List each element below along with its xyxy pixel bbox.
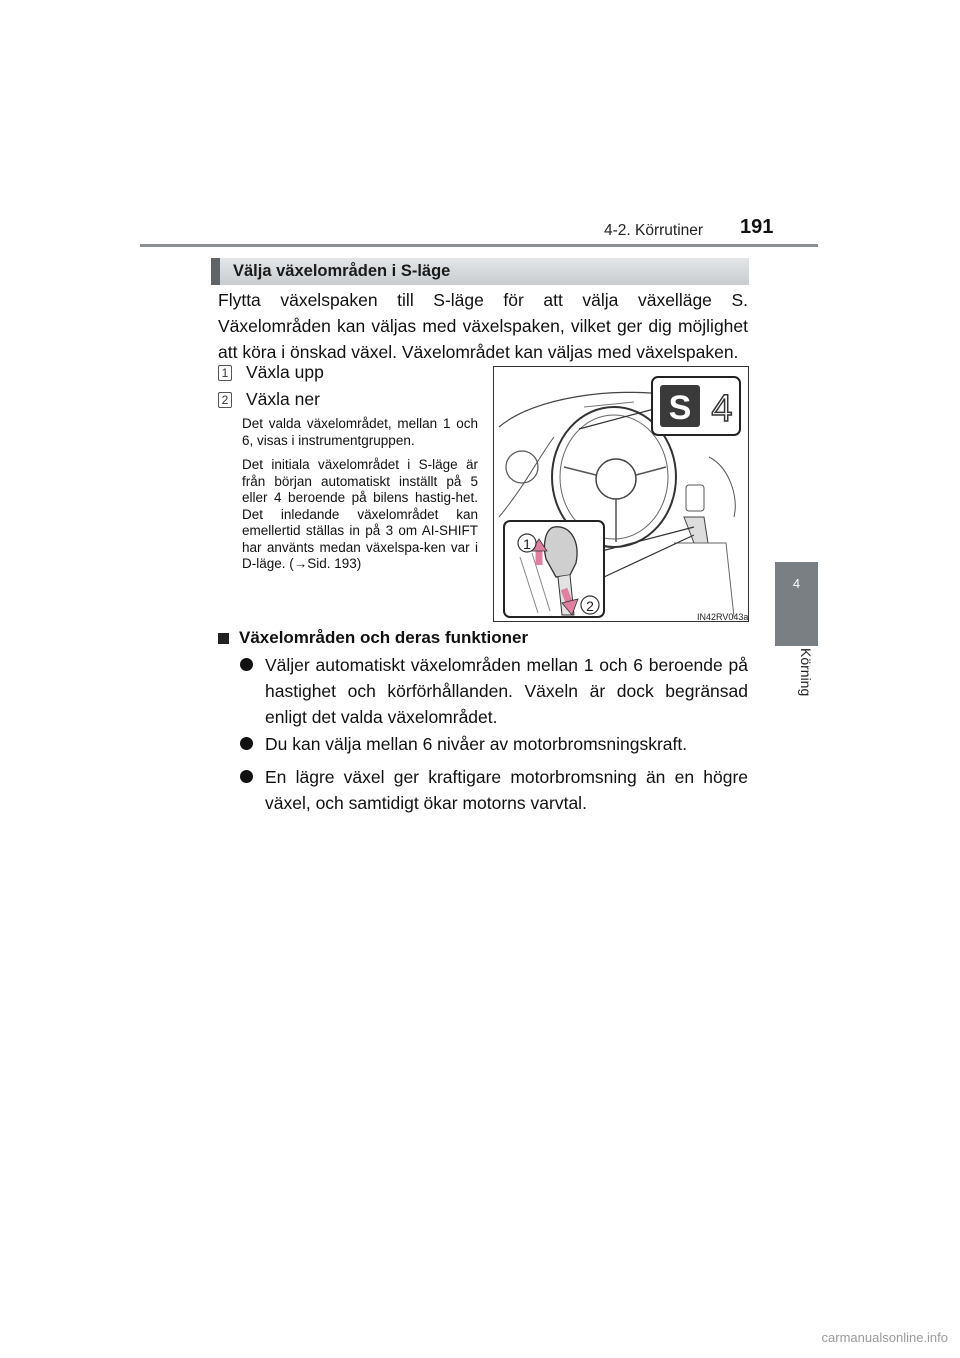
header-rule xyxy=(140,244,818,247)
figure-code: IN42RV043a xyxy=(697,612,749,622)
callout-1: 1 xyxy=(523,536,531,552)
number-badge: 1 xyxy=(218,365,232,381)
illustration-drawing xyxy=(494,367,748,621)
watermark: carmanualsonline.info xyxy=(821,1330,948,1345)
bullet-item xyxy=(240,652,748,730)
chapter-tab xyxy=(775,562,818,646)
page-number: 191 xyxy=(740,216,774,238)
bullet-text: Väljer automatiskt växelområden mellan 1 och 6 beroende på hastighet och körförhållanden. Växeln är dock begränsad enligt det valda växelområdet. xyxy=(265,655,748,727)
chapter-number: 4 xyxy=(792,576,801,591)
bullet-dot-icon xyxy=(240,737,253,750)
subsection-heading xyxy=(218,628,528,648)
bullet-item xyxy=(240,731,748,757)
numbered-item-label: Växla ner xyxy=(246,389,320,409)
bullet-text: Du kan välja mellan 6 nivåer av motorbromsningskraft. xyxy=(265,734,688,754)
bullet-item xyxy=(240,764,748,816)
intro-paragraph: Flytta växelspaken till S-läge för att välja växelläge S. Växelområden kan väljas med växelspaken, vilket ger dig möjlighet att köra i önskad växel. Växelområdet kan väljas med växelspaken. xyxy=(218,290,748,362)
numbered-item-label: Växla upp xyxy=(246,362,324,382)
note-text: Det valda växelområdet, mellan 1 och 6, visas i instrumentgruppen. xyxy=(242,416,478,448)
section-title: Välja växelområden i S-läge xyxy=(233,262,451,280)
chapter-label: Körning xyxy=(798,648,814,697)
numbered-item xyxy=(218,362,324,383)
numbered-item xyxy=(218,389,320,410)
section-title-marker xyxy=(211,258,220,285)
bullet-dot-icon xyxy=(240,658,253,671)
display-letter: S xyxy=(668,389,692,427)
subsection-title: Växelområden och deras funktioner xyxy=(239,628,529,647)
running-header-section: 4-2. Körrutiner xyxy=(604,222,704,239)
section-title-bar xyxy=(211,258,749,285)
display-number: 4 xyxy=(711,388,733,430)
bullet-text: En lägre växel ger kraftigare motorbromsning än en högre växel, och samtidigt ökar motorns varvtal. xyxy=(265,767,748,813)
square-bullet-icon xyxy=(218,633,229,644)
note-text: Det initiala växelområdet i S-läge är från början automatiskt inställt på 5 eller 4 beroende på bilens hastig-het. Det inledande växelområdet kan emellertid ställas in på 3 om AI-SHIFT har använts medan växelspa-ken var i D-läge. (→Sid. 193) xyxy=(242,457,478,571)
bullet-dot-icon xyxy=(240,770,253,783)
callout-2: 2 xyxy=(586,598,594,614)
shift-lever-illustration xyxy=(493,366,749,622)
number-badge: 2 xyxy=(218,392,232,408)
